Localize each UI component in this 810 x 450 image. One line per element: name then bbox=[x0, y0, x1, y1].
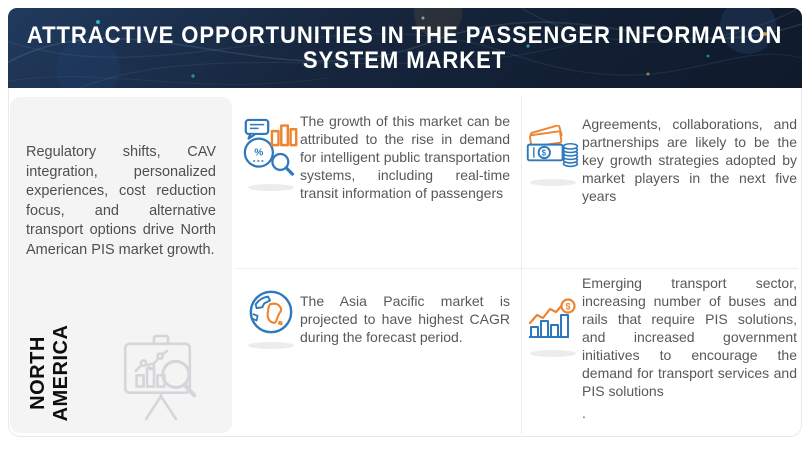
market-analysis-icon bbox=[243, 116, 299, 178]
region-summary-text: Regulatory shifts, CAV integration, personalized experiences, cost reduction focus, and alternative transport options drive North American PIS market growth. bbox=[26, 144, 216, 258]
svg-text:$: $ bbox=[565, 301, 571, 312]
icon-shadow bbox=[248, 184, 294, 191]
insight-icon-column bbox=[524, 298, 582, 357]
insight-cell-emerging-transport bbox=[524, 268, 801, 437]
region-label-line2: AMERICA bbox=[50, 324, 72, 422]
page-title bbox=[8, 8, 802, 88]
icon-shadow bbox=[248, 342, 294, 349]
icon-shadow bbox=[530, 179, 576, 186]
north-america-panel bbox=[10, 97, 232, 433]
money-icon bbox=[526, 125, 580, 173]
svg-text:$: $ bbox=[541, 148, 547, 158]
svg-text:%: % bbox=[254, 147, 264, 159]
insight-icon-column bbox=[242, 116, 300, 191]
icon-shadow bbox=[530, 350, 576, 357]
globe-icon bbox=[247, 288, 295, 336]
region-label bbox=[26, 293, 74, 450]
insight-text-strategies: Agreements, collaborations, and partnerships are likely to be the key growth strategies adopted by market players in the next five years bbox=[582, 116, 797, 204]
insight-text-market-growth: The growth of this market can be attributed to the rise in demand for intelligent public transportation systems, including real-time transit information of passengers bbox=[300, 113, 510, 201]
insight-cell-market-growth bbox=[240, 95, 518, 268]
header-banner bbox=[8, 8, 802, 88]
insight-cell-strategies bbox=[524, 95, 801, 268]
page-title-line2: SYSTEM MARKET bbox=[303, 47, 507, 74]
insight-text-emerging-transport bbox=[582, 274, 797, 422]
growth-chart-icon bbox=[527, 298, 579, 344]
presentation-chart-magnifier-icon bbox=[113, 329, 209, 425]
column-divider bbox=[521, 96, 522, 434]
insight-text-asia-pacific: The Asia Pacific market is projected to have highest CAGR during the forecast period. bbox=[300, 293, 510, 345]
insight-icon-column bbox=[242, 288, 300, 349]
page-title-line1: ATTRACTIVE OPPORTUNITIES IN THE PASSENGER INFORMATION bbox=[27, 22, 783, 49]
insight-cell-asia-pacific bbox=[240, 268, 518, 437]
insight-icon-column bbox=[524, 125, 582, 186]
region-label-line1: NORTH bbox=[27, 336, 49, 410]
insight-paragraph: Emerging transport sector, increasing number of buses and rails that require PIS solutions, and increased government initiatives to encourage the demand for transport services and PIS solutions bbox=[582, 275, 797, 399]
insight-footnote: . bbox=[582, 405, 586, 421]
